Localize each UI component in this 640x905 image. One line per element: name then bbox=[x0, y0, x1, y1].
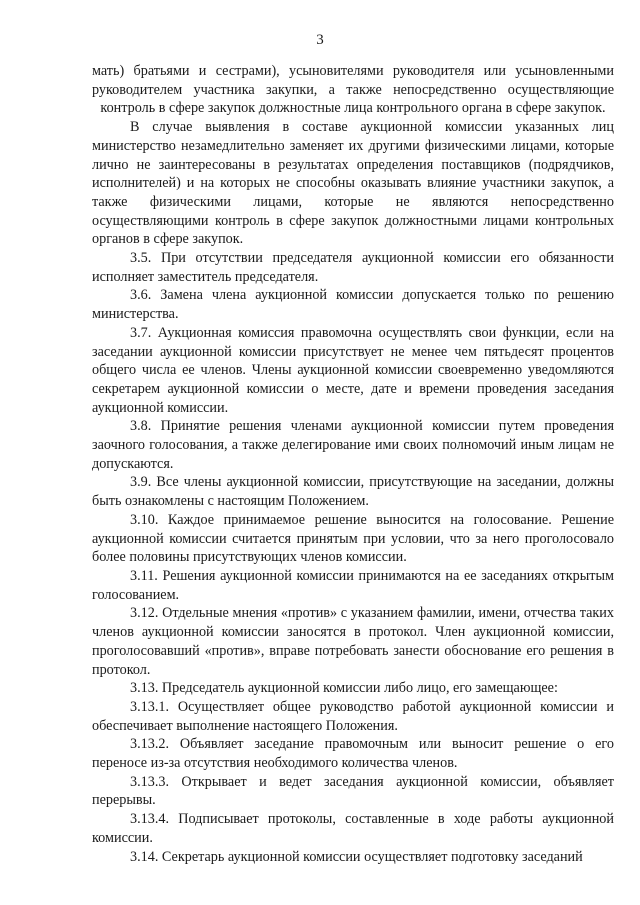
paragraph-3-12: 3.12. Отдельные мнения «против» с указанием фамилии, имени, отчества таких членов аукционной комиссии заносятся в протокол. Член аукционной комиссии, проголосовавший «против», вправе потребовать занести обоснование его решения в протокол. bbox=[92, 605, 614, 678]
paragraph-continuation: мать) братьями и сестрами), усыновителями руководителя или усыновленными руководителем участника закупки, а также непосредственно осуществляющие контроль в сфере закупок должностные лица контрольного органа в сфере закупок. bbox=[92, 63, 614, 117]
paragraph-3-13-1: 3.13.1. Осуществляет общее руководство работой аукционной комиссии и обеспечивает выполнение настоящего Положения. bbox=[92, 698, 614, 734]
paragraph-3-8: 3.8. Принятие решения членами аукционной комиссии путем проведения заочного голосования, а также делегирование ими своих полномочий иным лицам не допускаются. bbox=[92, 418, 614, 472]
paragraph-3-5: 3.5. При отсутствии председателя аукционной комиссии его обязанности исполняет заместитель председателя. bbox=[92, 250, 614, 285]
paragraph-3-13: 3.13. Председатель аукционной комиссии либо лицо, его замещающее: bbox=[130, 680, 558, 697]
paragraph-3-13-4: 3.13.4. Подписывает протоколы, составленные в ходе работы аукционной комиссии. bbox=[92, 811, 614, 846]
paragraph-3-7: 3.7. Аукционная комиссия правомочна осуществлять свои функции, если на заседании аукционной комиссии присутствует не менее чем пятьдесят процентов общего числа ее членов. Члены аукционной комиссии своевременно уведомляются секретарем аукционной комиссии о месте, дате и времени проведения заседания аукционной комиссии. bbox=[92, 324, 614, 416]
paragraph-3-6: 3.6. Замена члена аукционной комиссии допускается только по решению министерства. bbox=[92, 287, 614, 323]
paragraph-3-11: 3.11. Решения аукционной комиссии принимаются на ее заседаниях открытым голосованием. bbox=[92, 567, 614, 603]
paragraph-3-10: 3.10. Каждое принимаемое решение выносится на голосование. Решение аукционной комиссии считается принятым при условии, что за него проголосовало более половины присутствующих членов комиссии. bbox=[92, 511, 614, 566]
page-number: 3 bbox=[316, 32, 324, 48]
paragraph-3-14: 3.14. Секретарь аукционной комиссии осуществляет подготовку заседаний bbox=[130, 848, 583, 865]
paragraph-commission-replacement: В случае выявления в составе аукционной комиссии указанных лиц министерство незамедлительно заменяет их другими физическими лицами, которые лично не заинтересованы в результатах определения поставщиков (подрядчиков, исполнителей) и на которых не способны оказывать влияние участники закупок, а также физическими лицами, которые не являются непосредственно осуществляющими контроль в сфере закупок должностными лицами контрольных органов в сфере закупок. bbox=[92, 119, 614, 248]
paragraph-3-13-2: 3.13.2. Объявляет заседание правомочным или выносит решение о его переносе из-за отсутствия необходимого количества членов. bbox=[92, 736, 614, 772]
paragraph-3-9: 3.9. Все члены аукционной комиссии, присутствующие на заседании, должны быть ознакомлены с настоящим Положением. bbox=[92, 474, 614, 510]
document-body bbox=[92, 62, 614, 866]
paragraph-3-13-3: 3.13.3. Открывает и ведет заседания аукционной комиссии, объявляет перерывы. bbox=[92, 773, 614, 809]
